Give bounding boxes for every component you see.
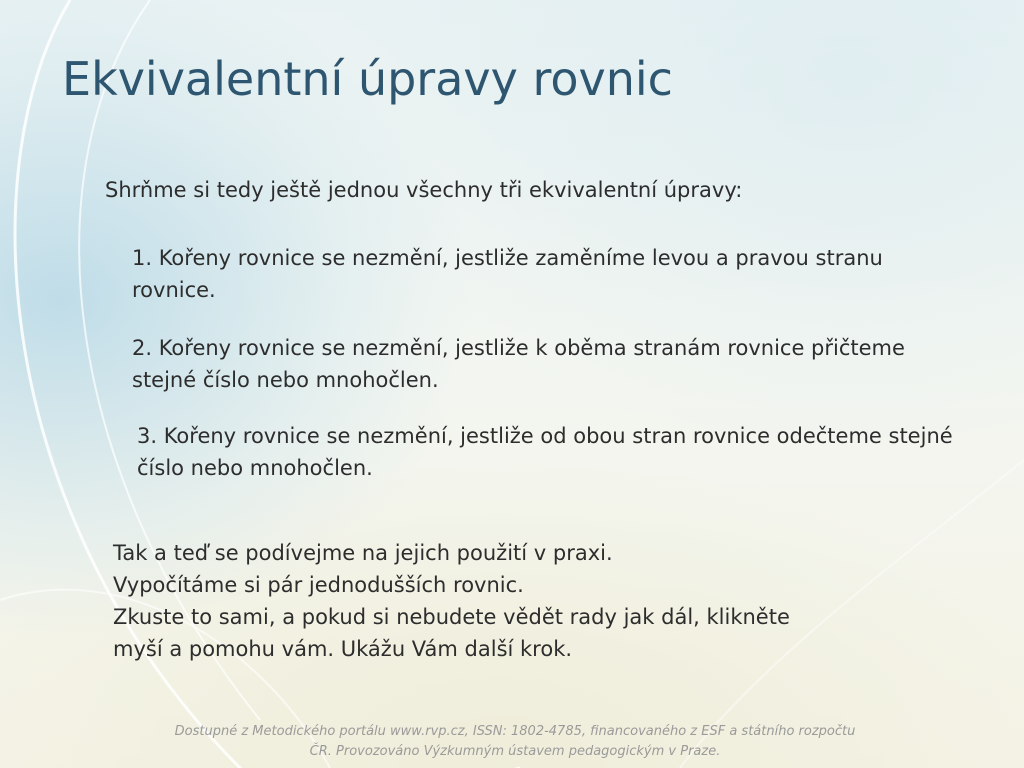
footer-source-note	[40, 722, 990, 762]
list-item: 1. Kořeny rovnice se nezmění, jestliže zaměníme levou a pravou stranu rovnice.	[132, 246, 883, 302]
slide-title: Ekvivalentní úpravy rovnic	[62, 52, 673, 106]
summary-intro: Shrňme si tedy ještě jednou všechny tři ekvivalentní úpravy:	[105, 178, 743, 202]
list-item: 3. Kořeny rovnice se nezmění, jestliže od obou stran rovnice odečteme stejné číslo nebo mnohočlen.	[137, 424, 953, 480]
practice-line: Zkuste to sami, a pokud si nebudete vědět rady jak dál, klikněte	[113, 605, 790, 629]
footer-line: Dostupné z Metodického portálu www.rvp.cz, ISSN: 1802-4785, financovaného z ESF a státního rozpočtu	[174, 724, 856, 739]
practice-paragraph	[113, 537, 790, 665]
list-item: 2. Kořeny rovnice se nezmění, jestliže k oběma stranám rovnice přičteme stejné číslo nebo mnohočlen.	[132, 336, 905, 392]
practice-line: myší a pomohu vám. Ukážu Vám další krok.	[113, 637, 573, 661]
practice-line: Vypočítáme si pár jednodušších rovnic.	[113, 573, 524, 597]
practice-line: Tak a teď se podívejme na jejich použití v praxi.	[113, 541, 613, 565]
footer-line: ČR. Provozováno Výzkumným ústavem pedagogickým v Praze.	[309, 744, 721, 759]
